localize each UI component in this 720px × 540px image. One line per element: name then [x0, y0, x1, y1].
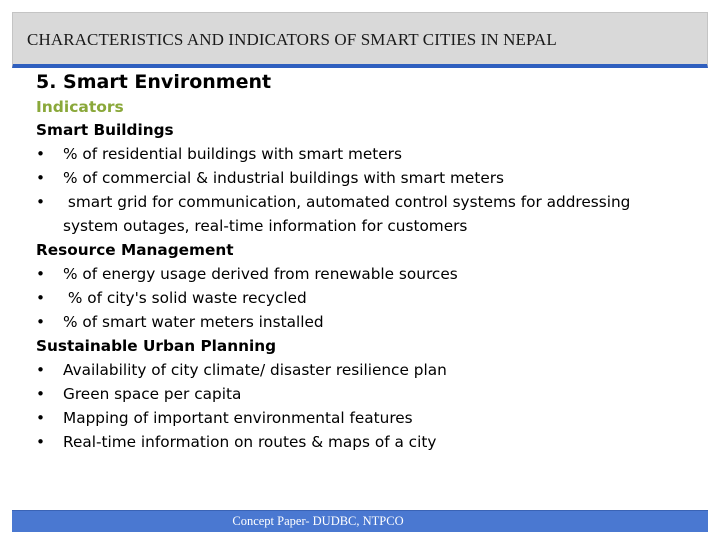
list-item — [36, 430, 706, 454]
list-item — [36, 358, 706, 382]
group-title: Resource Management — [36, 241, 234, 259]
group-title: Sustainable Urban Planning — [36, 337, 277, 355]
list-item-text: Mapping of important environmental features — [63, 409, 413, 427]
list-item-text: % of city's solid waste recycled — [63, 289, 307, 307]
bullet-icon: • — [36, 289, 46, 307]
list-item-text: % of energy usage derived from renewable sources — [63, 265, 458, 283]
list-item — [36, 142, 706, 166]
list-item-text: Green space per capita — [63, 385, 242, 403]
group-resource-management — [36, 238, 706, 334]
bullet-icon: • — [36, 193, 46, 211]
list-item — [36, 166, 706, 190]
footer-bar — [12, 510, 708, 532]
list-item — [36, 286, 706, 310]
bullet-icon: • — [36, 409, 46, 427]
bullet-icon: • — [36, 145, 46, 163]
list-item-text: Real-time information on routes & maps of a city — [63, 433, 437, 451]
list-item — [36, 190, 706, 238]
section-title: 5. Smart Environment — [36, 71, 272, 93]
list-item — [36, 310, 706, 334]
list-item-text: % of smart water meters installed — [63, 313, 324, 331]
list-item-text: % of commercial & industrial buildings with smart meters — [63, 169, 505, 187]
list-item — [36, 406, 706, 430]
bullet-icon: • — [36, 265, 46, 283]
list-item-text: Availability of city climate/ disaster resilience plan — [63, 361, 447, 379]
list-item-text: % of residential buildings with smart meters — [63, 145, 402, 163]
bullet-icon: • — [36, 433, 46, 451]
list-item — [36, 262, 706, 286]
bullet-list — [36, 262, 706, 334]
group-sustainable-urban-planning — [36, 334, 706, 454]
bullet-icon: • — [36, 361, 46, 379]
bullet-icon: • — [36, 385, 46, 403]
group-title: Smart Buildings — [36, 121, 174, 139]
page-title: CHARACTERISTICS AND INDICATORS OF SMART CITIES IN NEPAL — [27, 30, 557, 49]
section-subtitle: Indicators — [36, 98, 124, 116]
bullet-icon: • — [36, 169, 46, 187]
bullet-list — [36, 358, 706, 454]
group-smart-buildings — [36, 118, 706, 238]
list-item-text: smart grid for communication, automated control systems for addressing system outages, real-time information for customers — [63, 193, 636, 235]
bullet-list — [36, 142, 706, 238]
bullet-icon: • — [36, 313, 46, 331]
footer-text: Concept Paper- DUDBC, NTPCO — [232, 514, 404, 528]
list-item — [36, 382, 706, 406]
header-bar — [12, 12, 708, 68]
slide-content — [36, 68, 706, 454]
